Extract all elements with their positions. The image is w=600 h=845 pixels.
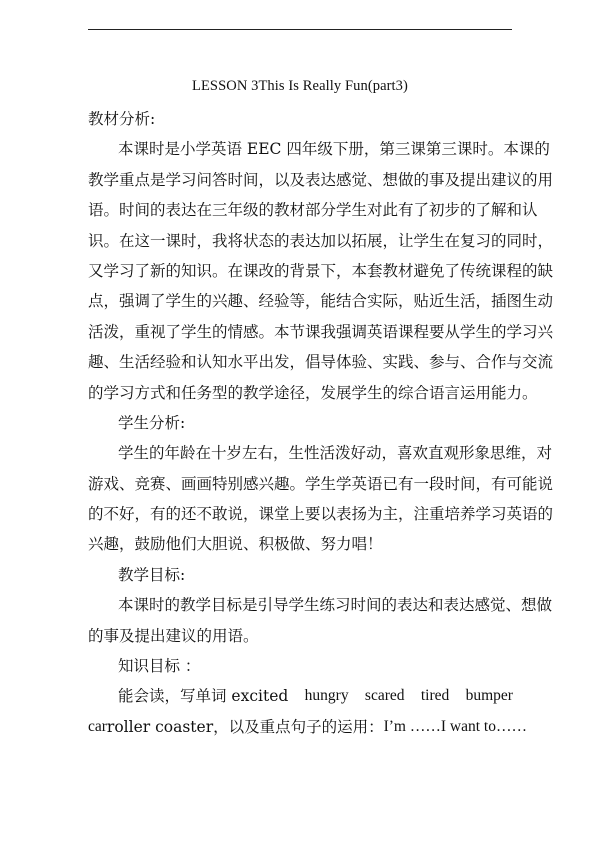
paragraph-line: 的不好，有的还不敢说，课堂上要以表扬为主，注重培养学习英语的 — [88, 505, 554, 524]
paragraph-line: 又学习了新的知识。在课改的背景下，本套教材避免了传统课程的缺 — [88, 261, 554, 280]
paragraph-line: 本课时的教学目标是引导学生练习时间的表达和表达感觉、想做 — [118, 596, 553, 615]
paragraph-line: 教学重点是学习问答时间，以及表达感觉、想做的事及提出建议的用 — [88, 170, 554, 189]
paragraph-line: 兴趣，鼓励他们大胆说、积极做、努力唱！ — [88, 535, 383, 554]
paragraph-line: 活泼，重视了学生的情感。本节课我强调英语课程要从学生的学习兴 — [88, 322, 554, 341]
paragraph-line: 趣、生活经验和认知水平出发，倡导体验、实践、参与、合作与交流 — [88, 353, 554, 372]
vocab-phrase: roller coaster，以及重点句子的运用： — [106, 717, 384, 736]
key-sentence: I want to…… — [440, 717, 527, 735]
heading-student-analysis: 学生分析: — [118, 413, 186, 432]
paragraph-line: 的学习方式和任务型的教学途径，发展学生的综合语言运用能力。 — [88, 383, 538, 402]
vocab-intro: 能会读，写单词 excited — [118, 687, 289, 706]
paragraph-line: 游戏、竞赛、画画特别感兴趣。学生学英语已有一段时间，有可能说 — [88, 474, 554, 493]
vocab-word: tired — [420, 687, 450, 705]
vocabulary-line — [88, 712, 527, 742]
vocab-word: scared — [364, 687, 405, 705]
vocab-word: hungry — [304, 687, 349, 705]
paragraph-line: 本课时是小学英语 EEC 四年级下册，第三课第三课时。本课的 — [118, 140, 550, 159]
key-sentence: I’m …… — [383, 717, 441, 735]
paragraph-line: 点，强调了学生的兴趣、经验等，能结合实际，贴近生活，插图生动 — [88, 292, 554, 311]
vocab-word: car — [88, 717, 107, 735]
paragraph-line: 学生的年龄在十岁左右，生性活泼好动，喜欢直观形象思维，对 — [118, 444, 553, 463]
heading-material-analysis: 教材分析: — [88, 110, 156, 128]
paragraph-line: 语。时间的表达在三年级的教材部分学生对此有了初步的了解和认 — [88, 201, 538, 220]
vocab-word: bumper — [465, 687, 513, 705]
document-body — [88, 104, 554, 742]
vocabulary-line — [88, 681, 513, 711]
paragraph-line: 识。在这一课时，我将状态的表达加以拓展，让学生在复习的同时， — [88, 231, 554, 250]
top-rule — [88, 29, 512, 30]
heading-knowledge-goals: 知识目标 ： — [118, 657, 201, 676]
document-title: LESSON 3This Is Really Fun(part3) — [192, 78, 408, 94]
paragraph-line: 的事及提出建议的用语。 — [88, 626, 259, 645]
heading-teaching-goals: 教学目标: — [118, 565, 186, 584]
